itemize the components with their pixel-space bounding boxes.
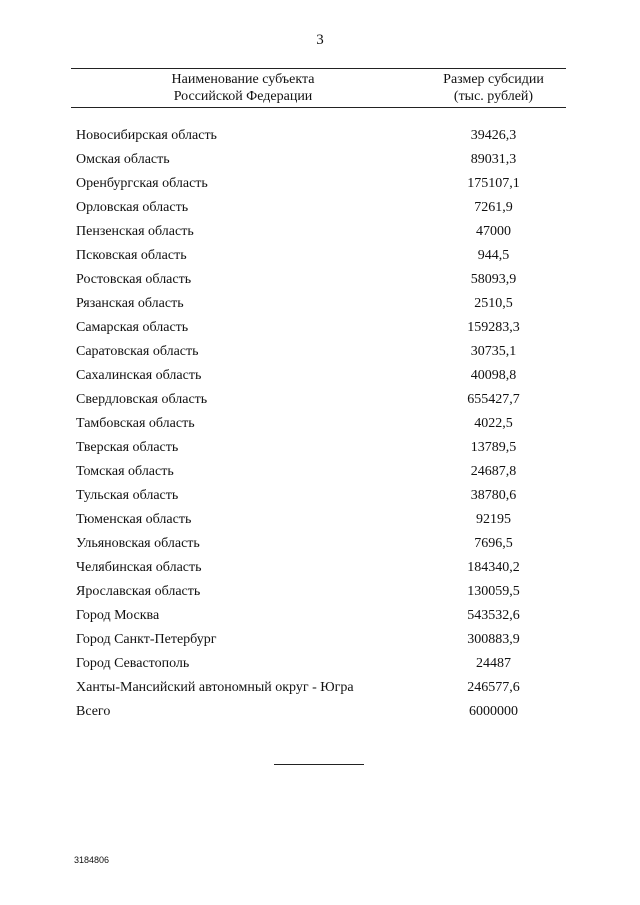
subsidy-value: 175107,1 [467,176,520,191]
table-row [71,268,566,292]
region-name: Ханты-Мансийский автономный округ - Югра [76,680,354,695]
header-region-name-line1: Наименование субъекта [171,72,315,87]
page-number: 3 [316,32,324,48]
table-row [71,700,566,724]
table-row [71,412,566,436]
region-name: Тюменская область [76,512,192,527]
region-name: Город Севастополь [76,656,190,671]
header-region-name [71,71,415,105]
region-name: Свердловская область [76,392,208,407]
subsidy-value: 944,5 [477,248,510,263]
subsidy-value: 24687,8 [470,464,517,479]
table-row [71,628,566,652]
subsidy-table [71,68,566,724]
subsidy-value: 655427,7 [467,392,520,407]
table-row [71,532,566,556]
region-name: Тамбовская область [76,416,195,431]
region-name: Саратовская область [76,344,199,359]
region-name: Псковская область [76,248,187,263]
header-region-name-line2: Российской Федерации [173,89,313,104]
table-row [71,316,566,340]
region-name: Самарская область [76,320,189,335]
region-name: Орловская область [76,200,189,215]
subsidy-value: 39426,3 [470,128,517,143]
region-name: Тульская область [76,488,179,503]
subsidy-value: 30735,1 [470,344,517,359]
subsidy-value: 47000 [476,224,511,239]
region-name: Рязанская область [76,296,184,311]
subsidy-value: 24487 [476,656,511,671]
region-name: Ростовская область [76,272,192,287]
table-row [71,340,566,364]
subsidy-value: 7261,9 [474,200,513,215]
region-name: Челябинская область [76,560,202,575]
table-row [71,508,566,532]
region-name: Всего [76,704,111,719]
table-row [71,484,566,508]
table-row [71,172,566,196]
region-name: Город Санкт-Петербург [76,632,217,647]
table-row [71,292,566,316]
table-body [71,124,566,724]
header-subsidy-amount-line1: Размер субсидии [443,72,544,87]
subsidy-value: 130059,5 [467,584,520,599]
subsidy-value: 7696,5 [474,536,513,551]
subsidy-value: 543532,6 [467,608,520,623]
table-row [71,460,566,484]
subsidy-value: 40098,8 [470,368,517,383]
region-name: Тверская область [76,440,179,455]
region-name: Новосибирская область [76,128,217,143]
table-row [71,604,566,628]
subsidy-value: 2510,5 [474,296,513,311]
header-subsidy-amount-line2: (тыс. рублей) [453,89,534,104]
subsidy-value: 89031,3 [470,152,517,167]
table-row [71,652,566,676]
subsidy-value: 6000000 [469,704,518,719]
end-divider-line [274,764,364,765]
table-row [71,364,566,388]
region-name: Оренбургская область [76,176,208,191]
subsidy-value: 13789,5 [470,440,517,455]
region-name: Город Москва [76,608,160,623]
table-row [71,388,566,412]
region-name: Сахалинская область [76,368,202,383]
subsidy-value: 184340,2 [467,560,520,575]
subsidy-value: 58093,9 [470,272,517,287]
table-row [71,436,566,460]
subsidy-value: 92195 [476,512,511,527]
table-row [71,244,566,268]
document-id: 3184806 [74,855,110,865]
subsidy-value: 38780,6 [470,488,517,503]
table-row [71,556,566,580]
table-row [71,124,566,148]
table-row [71,580,566,604]
subsidy-value: 159283,3 [467,320,520,335]
table-row [71,220,566,244]
table-row [71,148,566,172]
table-header [71,68,566,108]
subsidy-value: 246577,6 [467,680,520,695]
region-name: Омская область [76,152,170,167]
table-row [71,196,566,220]
header-subsidy-amount [421,71,566,105]
region-name: Пензенская область [76,224,194,239]
region-name: Ярославская область [76,584,201,599]
region-name: Томская область [76,464,174,479]
subsidy-value: 300883,9 [467,632,520,647]
region-name: Ульяновская область [76,536,200,551]
table-row [71,676,566,700]
subsidy-value: 4022,5 [474,416,513,431]
